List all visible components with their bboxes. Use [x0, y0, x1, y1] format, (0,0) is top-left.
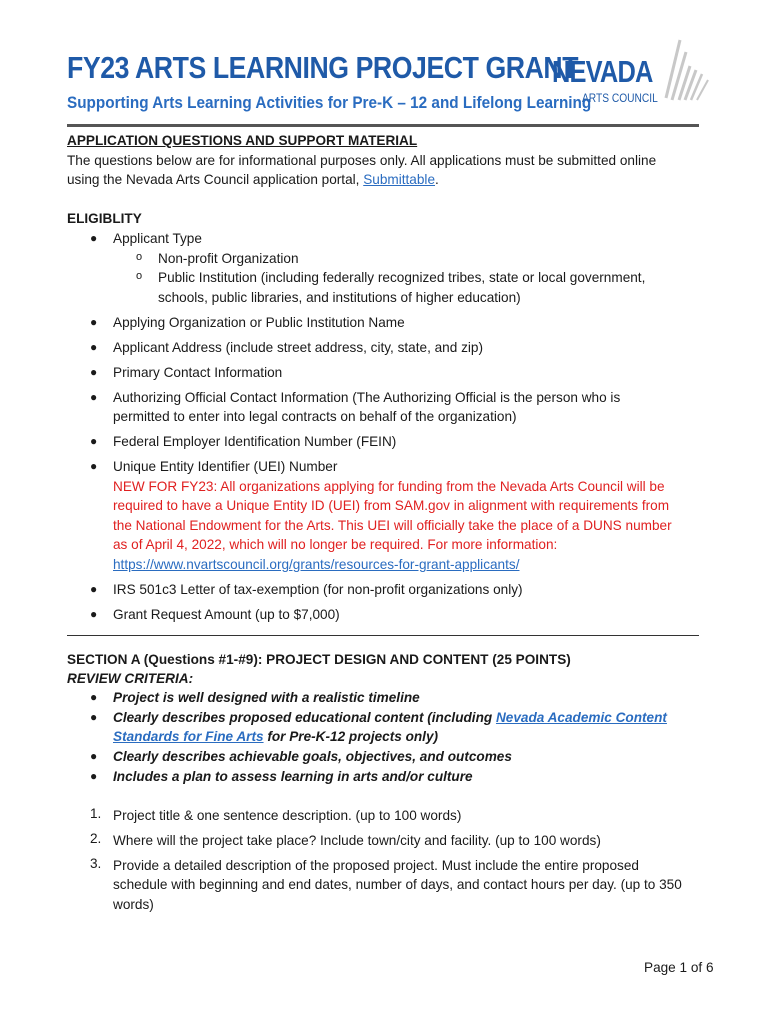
nevada-arts-council-logo	[552, 36, 712, 108]
bullet-icon: ●	[90, 690, 98, 704]
list-item: Applicant Type	[113, 231, 202, 246]
header-divider	[67, 124, 699, 127]
criteria-item: Clearly describes proposed educational content (including Nevada Academic Content	[113, 710, 667, 725]
question-number: 1.	[90, 806, 102, 821]
review-criteria-label: REVIEW CRITERIA:	[67, 671, 194, 686]
list-item: Applicant Address (include street address, city, state, and zip)	[113, 340, 483, 355]
bullet-icon: ●	[90, 607, 98, 621]
bullet-icon: ●	[90, 434, 98, 448]
fine-arts-standards-link[interactable]: Standards for Fine Arts	[113, 729, 264, 744]
criteria-item: Project is well designed with a realistic timeline	[113, 690, 420, 705]
criteria-item: Clearly describes achievable goals, objectives, and outcomes	[113, 749, 512, 764]
list-item: Applying Organization or Public Institution Name	[113, 315, 405, 330]
list-item: Grant Request Amount (up to $7,000)	[113, 607, 340, 622]
list-item: Unique Entity Identifier (UEI) Number	[113, 459, 338, 474]
bullet-icon: ●	[90, 231, 98, 245]
list-item: Federal Employer Identification Number (FEIN)	[113, 434, 397, 449]
uei-notice-line-2: required to have a Unique Entity ID (UEI) from SAM.gov in alignment with requirements from	[113, 498, 670, 513]
bullet-icon: ●	[90, 582, 98, 596]
eligibility-heading: ELIGIBLITY	[67, 211, 142, 226]
criteria-item-cont: Standards for Fine Arts for Pre-K-12 projects only)	[113, 729, 439, 744]
bullet-icon: ●	[90, 710, 98, 724]
uei-notice-line-3: the National Endowment for the Arts. This UEI will officially take the place of a DUNS number	[113, 518, 672, 533]
intro-heading: APPLICATION QUESTIONS AND SUPPORT MATERIAL	[67, 133, 418, 148]
uei-notice-line-4: as of April 4, 2022, which will no longer be required. For more information:	[113, 537, 558, 552]
page-subtitle: Supporting Arts Learning Activities for Pre-K – 12 and Lifelong Learning	[67, 93, 592, 112]
circle-bullet-icon: o	[136, 251, 143, 263]
intro-line-1: The questions below are for informational purposes only. All applications must be submitted online	[67, 153, 657, 168]
bullet-icon: ●	[90, 390, 98, 404]
logo-wordmark: NEVADA	[552, 54, 653, 89]
bullet-icon: ●	[90, 459, 98, 473]
logo-strokes-icon	[652, 36, 712, 108]
section-divider	[67, 635, 699, 636]
question-3-cont: schedule with beginning and end dates, number of days, and contact hours per day. (up to 350	[113, 877, 682, 892]
question-2: Where will the project take place? Include town/city and facility. (up to 100 words)	[113, 833, 601, 848]
bullet-icon: ●	[90, 365, 98, 379]
question-number: 2.	[90, 831, 102, 846]
question-3: Provide a detailed description of the proposed project. Must include the entire proposed	[113, 858, 639, 873]
list-item-cont: permitted to enter into legal contracts on behalf of the organization)	[113, 409, 517, 424]
list-item: IRS 501c3 Letter of tax-exemption (for non-profit organizations only)	[113, 582, 523, 597]
uei-notice-line-1: NEW FOR FY23: All organizations applying for funding from the Nevada Arts Council will be	[113, 479, 665, 494]
list-subitem-cont: schools, public libraries, and institutions of higher education)	[158, 290, 521, 305]
bullet-icon: ●	[90, 769, 98, 783]
bullet-icon: ●	[90, 315, 98, 329]
page-number: Page 1 of 6	[644, 960, 714, 975]
circle-bullet-icon: o	[136, 270, 143, 282]
list-subitem: Non-profit Organization	[158, 251, 299, 266]
list-item: Primary Contact Information	[113, 365, 283, 380]
criteria-item: Includes a plan to assess learning in arts and/or culture	[113, 769, 473, 784]
list-subitem: Public Institution (including federally recognized tribes, state or local government,	[158, 270, 646, 285]
page-title: FY23 ARTS LEARNING PROJECT GRANT	[67, 50, 579, 85]
question-number: 3.	[90, 856, 102, 871]
bullet-icon: ●	[90, 340, 98, 354]
bullet-icon: ●	[90, 749, 98, 763]
question-3-cont: words)	[113, 897, 154, 912]
logo-subtext: ARTS COUNCIL	[582, 91, 658, 105]
section-a-heading: SECTION A (Questions #1-#9): PROJECT DESIGN AND CONTENT (25 POINTS)	[67, 652, 571, 667]
nevada-standards-link[interactable]: Nevada Academic Content	[495, 710, 667, 725]
submittable-link[interactable]: Submittable	[363, 172, 436, 187]
question-1: Project title & one sentence description. (up to 100 words)	[113, 808, 462, 823]
intro-line-2: using the Nevada Arts Council application portal, Submittable.	[67, 172, 439, 187]
grant-resources-link[interactable]: https://www.nvartscouncil.org/grants/resources-for-grant-applicants/	[113, 557, 520, 572]
list-item: Authorizing Official Contact Information (The Authorizing Official is the person who is	[113, 390, 621, 405]
